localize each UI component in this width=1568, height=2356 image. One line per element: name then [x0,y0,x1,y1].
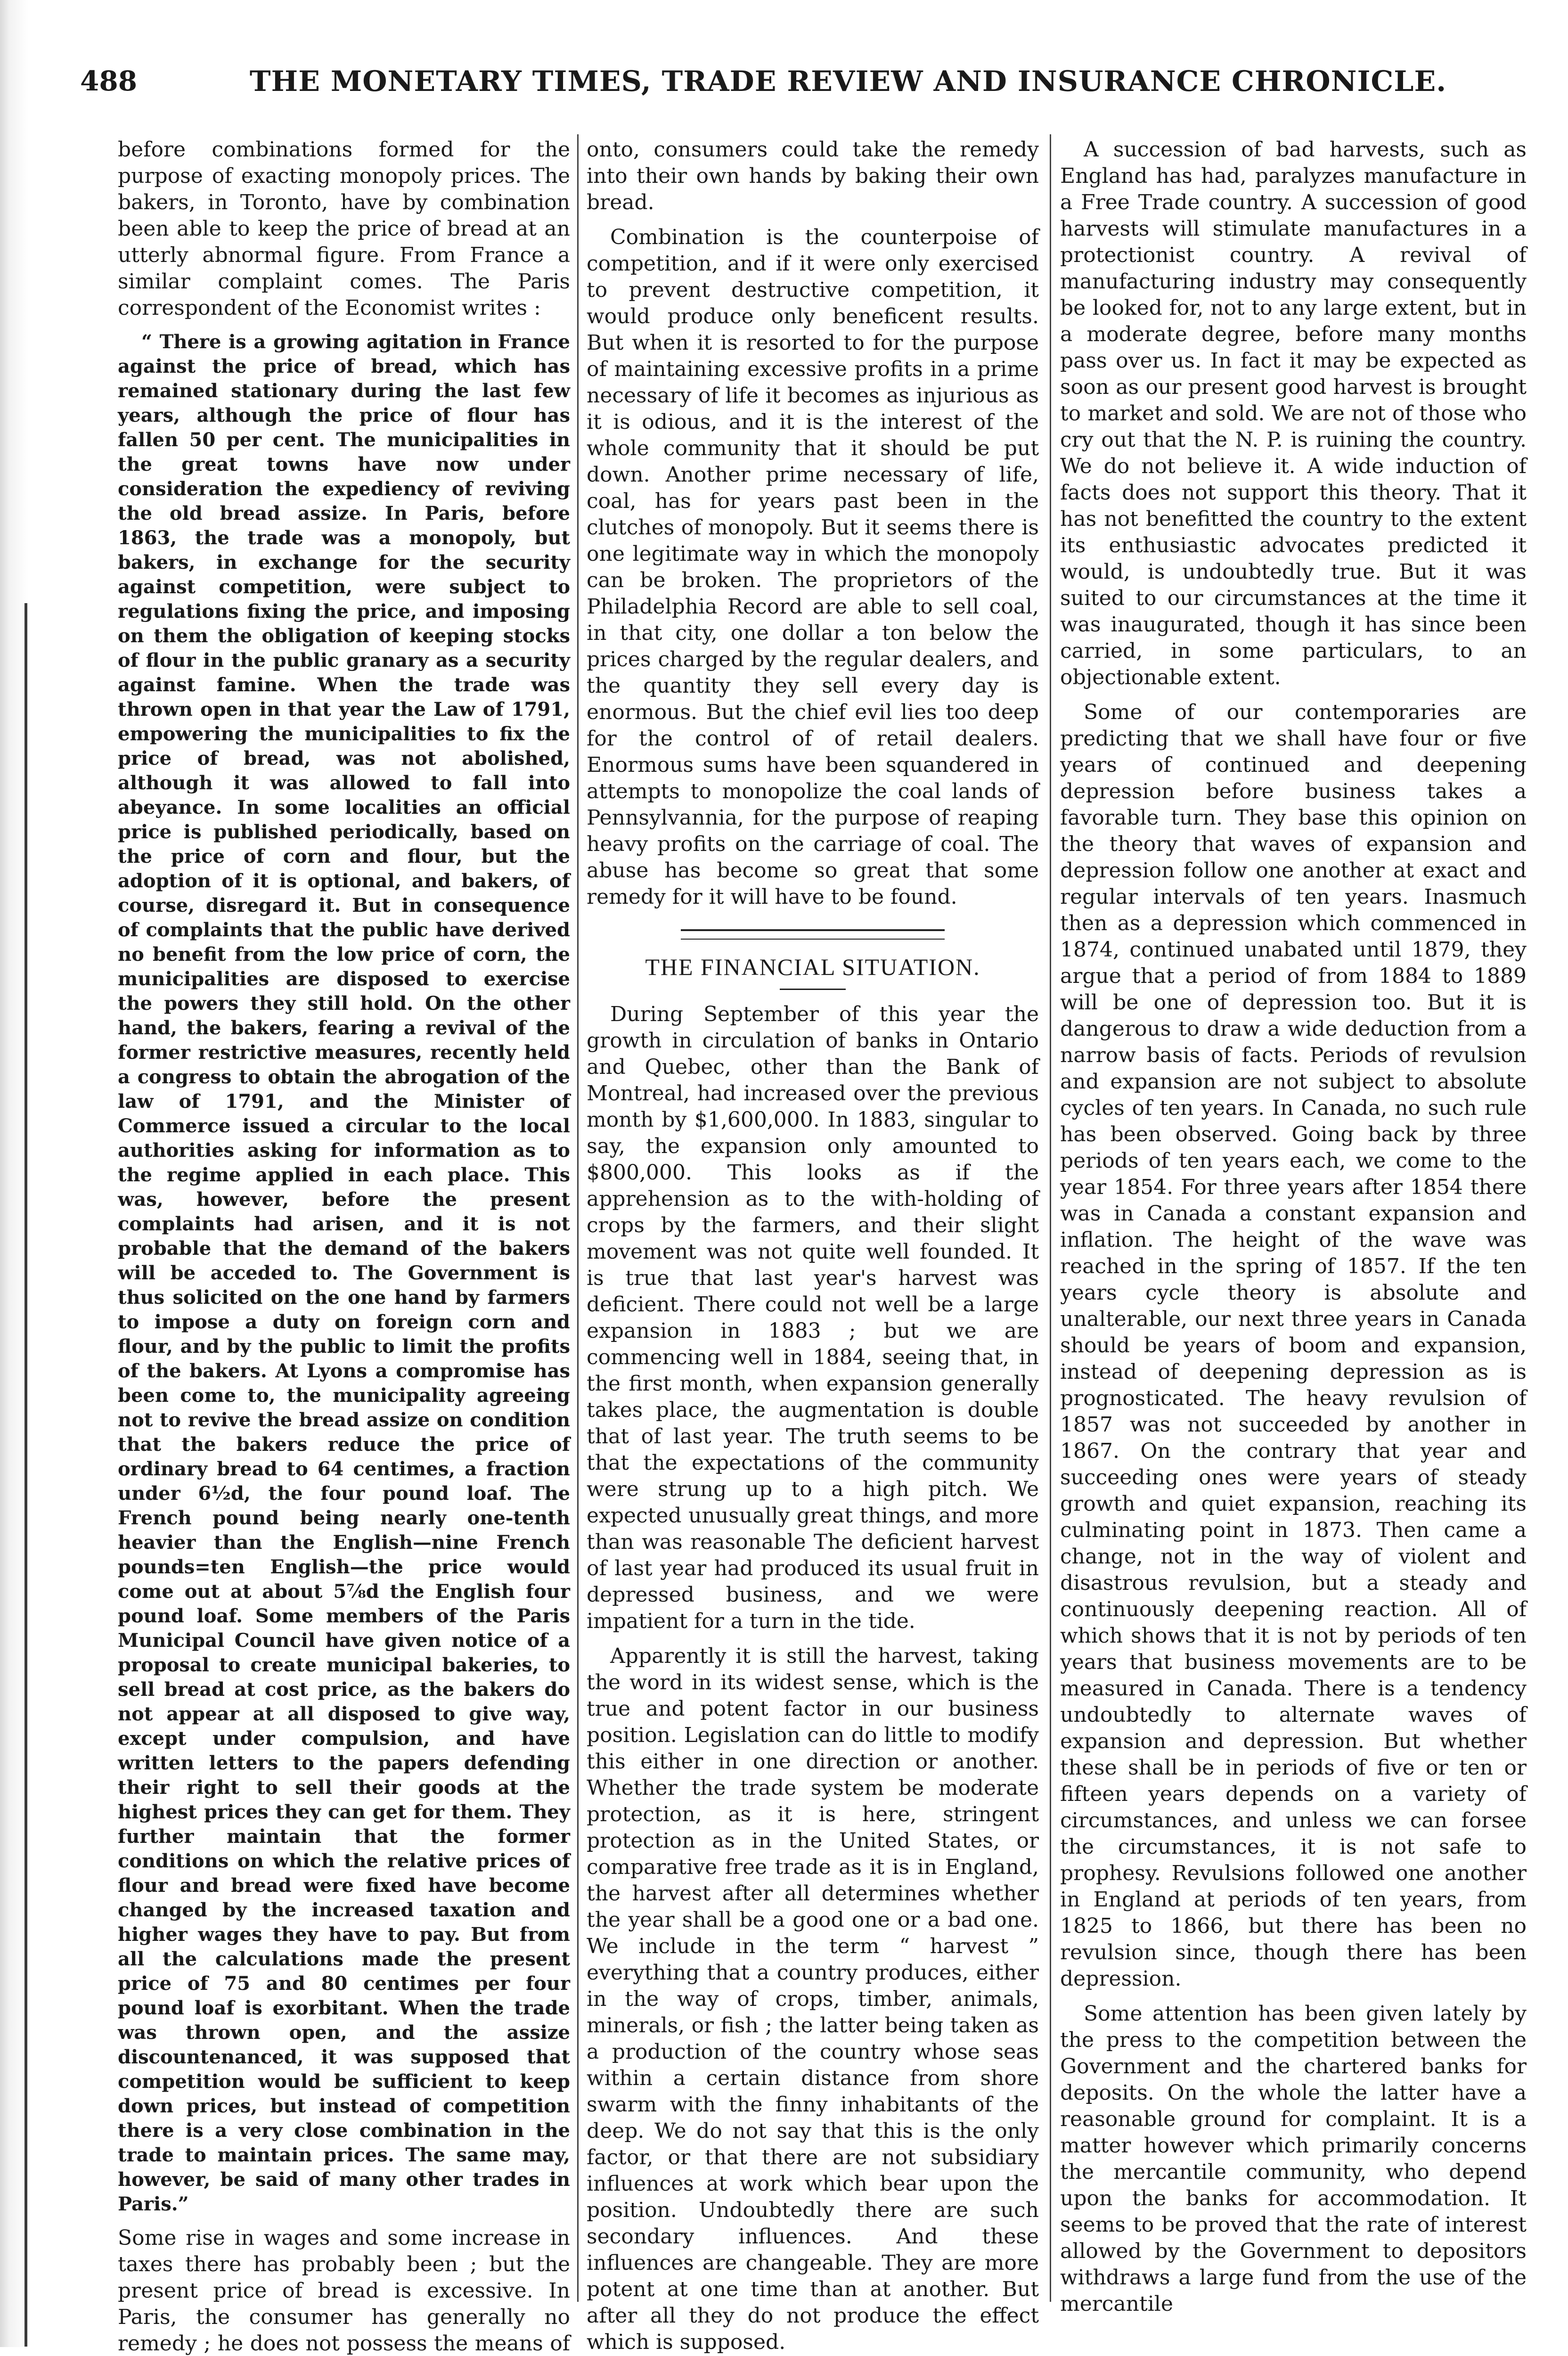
paragraph: before combinations formed for the purpose of exacting monopoly prices. The bakers, in Toronto, have by combination been able to keep the price of bread at an utterly abnormal figure. From France a similar complaint comes. The Paris correspondent of the Economist writes : [118,138,570,320]
page-edge-shadow [0,0,57,2347]
paragraph: Combination is the counterpoise of competition, and if it were only exercised to prevent destructive competition, it would produce only beneficent results. But when it is resorted to for the purpose of maintaining excessive profits in a prime necessary of life it becomes as injurious as it is odious, and it is the interest of the whole community that it should be put down. Another prime necessary of life, coal, has for years past been in the clutches of monopoly. But it seems there is one legitimate way in which the monopoly can be broken. The proprietors of the Philadelphia Record are able to sell coal, in that city, one dollar a ton below the prices charged by the regular dealers, and the quantity they sell every day is enormous. But the chief evil lies too deep for the control of of retail dealers. Enormous sums have been squandered in attempts to monopolize the coal lands of Pennsylvannia, for the purpose of reaping heavy profits on the carriage of coal. The abuse has become so great that some remedy for it will have to be found. [587,225,1039,909]
section-title: THE FINANCIAL SITUATION. [645,954,980,980]
column-3 [1060,137,1527,2316]
quoted-passage: “ There is a growing agitation in France against the price of bread, which has remained stationary during the last few years, although the price of flour has fallen 50 per cent. The municipalities in the great towns have now under consideration the expediency of reviving the old bread assize. In Paris, before 1863, the trade was a monopoly, but bakers, in exchange for the security against competition, were subject to regulations fixing the price, and imposing on them the obligation of keeping stocks of flour in the public granary as a security against famine. When the trade was thrown open in that year the Law of 1791, empowering the municipalities to fix the price of bread, was not abolished, although it was allowed to fall into abeyance. In some localities an official price is published periodically, based on the price of corn and flour, but the adoption of it is optional, and bakers, of course, disregard it. But in consequence of complaints that the public have derived no benefit from the low price of corn, the municipalities are disposed to exercise the powers they still hold. On the other hand, the bakers, fearing a revival of the former restrictive measures, recently held a congress to obtain the abrogation of the law of 1791, and the Minister of Commerce issued a circular to the local authorities asking for information as to the regime applied in each place. This was, however, before the present complaints had arisen, and it is not probable that the demand of the bakers will be acceded to. The Government is thus solicited on the one hand by farmers to impose a duty on foreign corn and flour, and by the public to limit the profits of the bakers. At Lyons a compromise has been come to, the municipality agreeing not to revive the bread assize on condition that the bakers reduce the price of ordinary bread to 64 centimes, a fraction under 6½d, the four pound loaf. The French pound being nearly one-tenth heavier than the English—nine French pounds=ten English—the price would come out at about 5⅞d the English four pound loaf. Some members of the Paris Municipal Council have given notice of a proposal to create municipal bakeries, to sell bread at cost price, as the bakers do not appear at all disposed to give way, except under compulsion, and have written letters to the papers defending their right to sell their goods at the highest prices they can get for them. They further maintain that the former conditions on which the relative prices of flour and bread were fixed have become changed by the increased taxation and higher wages they have to pay. But from all the calculations made the present price of 75 and 80 centimes per four pound loaf is exorbitant. When the trade was thrown open, and the assize discountenanced, it was supposed that competition would be sufficient to keep down prices, but instead of competition there is a very close combination in the trade to maintain prices. The same may, however, be said of many other trades in Paris.” [118,331,570,2215]
running-title: THE MONETARY TIMES, TRADE REVIEW AND INSURANCE CHRONICLE. [249,65,1447,98]
section-heading [587,929,1039,990]
paragraph: Some rise in wages and some increase in taxes there has probably been ; but the present price of bread is excessive. In Paris, the consumer has generally no remedy ; he does not possess the means of [118,2226,570,2356]
column-rule-1 [577,134,579,2302]
paragraph: Some of our contemporaries are predicting that we shall have four or five years of continued and deepening depression before business takes a favorable turn. They base this opinion on the theory that waves of expansion and depression follow one another at exact and regular intervals of ten years. Inasmuch then as a depression which commenced in 1874, continued unabated until 1879, they argue that a period of from 1884 to 1889 will be one of depression too. But it is dangerous to draw a wide deduction from a narrow basis of facts. Periods of revulsion and expansion are not subject to absolute cycles of ten years. In Canada, no such rule has been observed. Going back by three periods of ten years each, we come to the year 1854. For three years after 1854 there was in Canada a constant expansion and inflation. The height of the wave was reached in the spring of 1857. If the ten years cycle theory is absolute and unalterable, our next three years in Canada should be years of boom and expansion, instead of deepening depression as is prognosticated. The heavy revulsion of 1857 was not succeeded by another in 1867. On the contrary that year and succeeding ones were years of steady growth and quiet expansion, reaching its culminating point in 1873. Then came a change, not in the way of violent and disastrous revulsion, but a steady and continuously deepening reaction. All of which shows that it is not by periods of ten years that business movements are to be measured in Canada. There is a tendency undoubtedly to alternate waves of expansion and depression. But whether these shall be in periods of five or ten or fifteen years depends on a variety of circumstances, and unless we can forsee the circumstances, it is not safe to prophesy. Revulsions followed one another in England at periods of ten years, from 1825 to 1866, but there has been no revulsion since, though there has been depression. [1060,700,1527,1991]
title-underline [780,989,846,990]
paragraph: onto, consumers could take the remedy into their own hands by baking their own bread. [587,138,1039,214]
paragraph: Apparently it is still the harvest, taking the word in its widest sense, which is the true and potent factor in our business position. Legislation can do little to modify this either in one direction or another. Whether the trade system be moderate protection, as it is here, stringent protection as in the United States, or comparative free trade as it is in England, the harvest after all determines whether the year shall be a good one or a bad one. We include in the term “ harvest ” everything that a country produces, either in the way of crops, timber, animals, minerals, or fish ; the latter being taken as a production of the country whose seas within a certain distance from shore swarm with the finny inhabitants of the deep. We do not say that this is the only factor, or that there are not subsidiary influences at work which bear upon the position. Undoubtedly there are such secondary influences. And these influences are changeable. They are more potent at one time than at another. But after all they do not produce the effect which is supposed. [587,1644,1039,2354]
paragraph: During September of this year the growth in circulation of banks in Ontario and Quebec, other than the Bank of Montreal, had increased over the previous month by $1,600,000. In 1883, singular to say, the expansion only amounted to $800,000. This looks as if the apprehension as to the with-holding of crops by the farmers, and their slight movement was not quite well founded. It is true that last year's harvest was deficient. There could not well be a large expansion in 1883 ; but we are commencing well in 1884, seeing that, in the first month, when expansion generally takes place, the augmentation is double that of last year. The truth seems to be that the expectations of the community were strung up to a high pitch. We expected unusually great things, and more than was reasonable The deficient harvest of last year had produced its usual fruit in depressed business, and we were impatient for a turn in the tide. [587,1002,1039,1633]
page-header [80,57,1522,113]
binding-line [24,603,27,2347]
paragraph: Some attention has been given lately by the press to the competition between the Government and the chartered banks for deposits. On the whole the latter have a reasonable ground for complaint. It is a matter however which primarily concerns the mercantile community, who depend upon the banks for accommodation. It seems to be proved that the rate of interest allowed by the Government to depositors withdraws a large fund from the use of the mercantile [1060,2002,1527,2316]
column-2 [587,137,1039,2354]
ornamental-rule [681,929,945,940]
page-number: 488 [80,65,138,97]
column-rule-2 [1050,134,1051,2302]
column-1 [118,137,570,2356]
paragraph: A succession of bad harvests, such as England has had, paralyzes manufacture in a Free Trade country. A succession of good harvests will stimulate manufactures in a protectionist country. A revival of manufacturing industry may consequently be looked for, not to any large extent, but in a moderate degree, before many months pass over us. In fact it may be expected as soon as our present good harvest is brought to market and sold. We are not of those who cry out that the N. P. is ruining the country. We do not believe it. A wide induction of facts does not support this theory. That it has not benefitted the country to the extent its enthusiastic advocates predicted it would, is undoubtedly true. But it was suited to our circumstances at the time it was inaugurated, though it has since been carried, in some particulars, to an objectionable extent. [1060,138,1527,689]
